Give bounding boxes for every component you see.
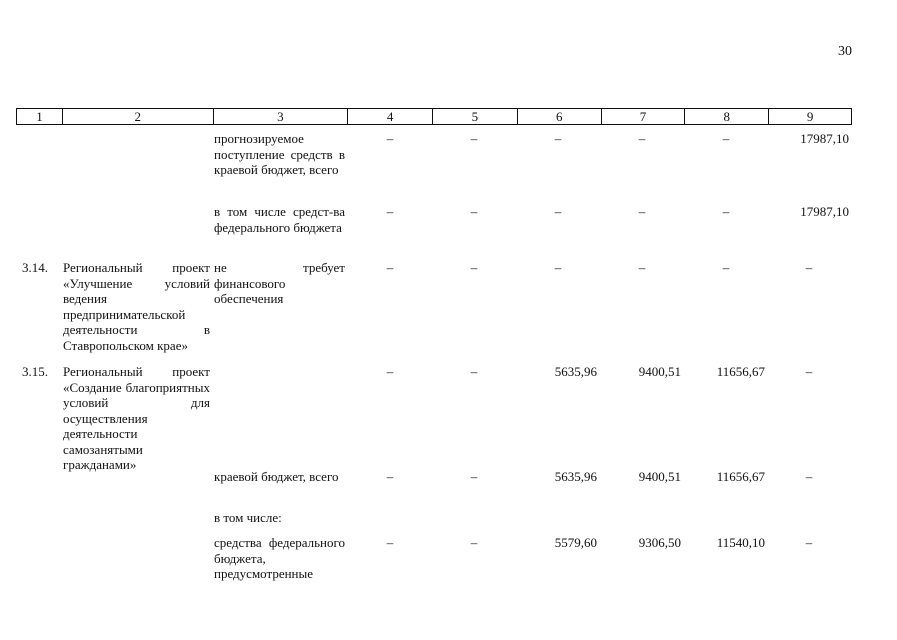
funding-source: прогнозируемое поступление средств в краевой бюджет, всего: [214, 131, 345, 177]
cell-col-5: –: [470, 131, 478, 146]
cell-col-5: –: [470, 260, 478, 275]
header-col-3: 3: [213, 109, 348, 124]
header-col-7: 7: [601, 109, 685, 124]
cell-col-8: 11656,67: [716, 364, 765, 379]
cell-col-7: –: [638, 204, 646, 219]
cell-col-5: –: [470, 204, 478, 219]
cell-col-8: –: [722, 204, 730, 219]
funding-source: краевой бюджет, всего: [214, 469, 339, 484]
row-number: 3.14.: [22, 260, 48, 275]
header-col-2: 2: [62, 109, 213, 124]
project-name: Региональный проект «Улучшение условий ведения предпринимательской деятельности в Ставропольском крае»: [63, 260, 210, 353]
cell-col-6: 5579,60: [554, 535, 597, 550]
cell-col-6: 5635,96: [554, 364, 597, 379]
cell-col-5: –: [470, 364, 478, 379]
cell-col-5: –: [470, 535, 478, 550]
row-number: 3.15.: [22, 364, 48, 379]
cell-col-8: 11656,67: [716, 469, 765, 484]
header-col-4: 4: [347, 109, 432, 124]
funding-source: в том числе:: [214, 510, 282, 525]
cell-col-7: 9306,50: [638, 535, 681, 550]
cell-col-8: 11540,10: [716, 535, 765, 550]
cell-col-6: –: [554, 260, 562, 275]
cell-col-6: –: [554, 131, 562, 146]
header-col-8: 8: [684, 109, 768, 124]
cell-col-4: –: [386, 204, 394, 219]
cell-col-7: –: [638, 131, 646, 146]
header-col-9: 9: [768, 109, 851, 124]
funding-source: не требует финансового обеспечения: [214, 260, 345, 306]
table-header: [16, 108, 852, 125]
cell-col-7: –: [638, 260, 646, 275]
cell-col-8: –: [722, 131, 730, 146]
header-col-5: 5: [432, 109, 517, 124]
cell-col-9: –: [805, 260, 813, 275]
funding-source: в том числе средст-ва федерального бюджета: [214, 204, 345, 235]
cell-col-6: –: [554, 204, 562, 219]
cell-col-7: 9400,51: [638, 469, 681, 484]
cell-col-9: –: [805, 364, 813, 379]
cell-col-8: –: [722, 260, 730, 275]
cell-col-7: 9400,51: [638, 364, 681, 379]
cell-col-4: –: [386, 364, 394, 379]
page-number: 30: [838, 44, 852, 59]
cell-col-4: –: [386, 260, 394, 275]
cell-col-9: 17987,10: [800, 204, 849, 219]
cell-col-4: –: [386, 535, 394, 550]
funding-source: средства федерального бюджета, предусмотренные: [214, 535, 345, 581]
project-name: Региональный проект «Создание благоприятных условий для осуществления деятельности самозанятыми гражданами»: [63, 364, 210, 472]
cell-col-9: –: [805, 469, 813, 484]
cell-col-6: 5635,96: [554, 469, 597, 484]
cell-col-5: –: [470, 469, 478, 484]
cell-col-4: –: [386, 469, 394, 484]
cell-col-4: –: [386, 131, 394, 146]
header-col-1: 1: [36, 109, 43, 124]
header-col-6: 6: [517, 109, 601, 124]
cell-col-9: 17987,10: [800, 131, 849, 146]
cell-col-9: –: [805, 535, 813, 550]
